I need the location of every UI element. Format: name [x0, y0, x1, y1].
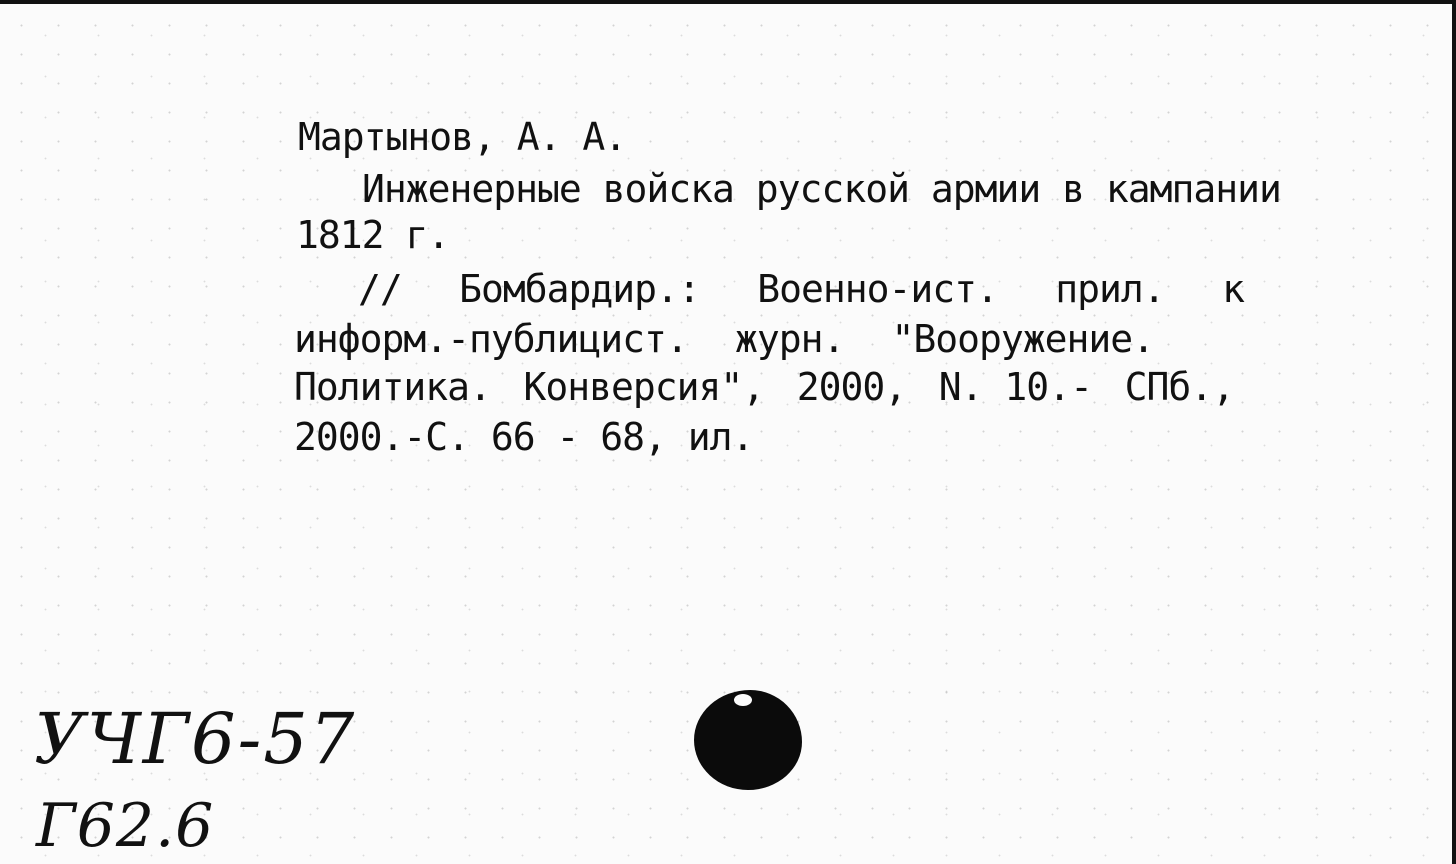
- author-name: Мартынов, А. А.: [298, 115, 627, 159]
- source-line-4: 2000.-С. 66 - 68, ил.: [294, 415, 754, 459]
- source-word: 2000,: [796, 365, 907, 409]
- title-line-1: Инженерные войска русской армии в кампании: [362, 167, 1281, 211]
- handwritten-shelf-code: УЧГ6-57: [34, 698, 357, 780]
- source-word: информ.-публицист.: [294, 317, 688, 361]
- source-word: Политика.: [294, 365, 491, 409]
- handwritten-class-code: Г62.6: [36, 791, 215, 861]
- title-line-2: 1812 г.: [296, 213, 450, 257]
- source-word: "Вооружение.: [891, 317, 1154, 361]
- source-word: СПб.,: [1124, 365, 1234, 409]
- source-word: прил.: [1055, 267, 1165, 311]
- source-word: N. 10.-: [938, 365, 1092, 409]
- punch-hole: [694, 690, 802, 790]
- source-line-2: [294, 317, 1154, 361]
- source-word: к: [1222, 267, 1244, 311]
- source-word: //: [358, 267, 402, 311]
- source-line-3: [294, 365, 1234, 409]
- source-line-1: [358, 267, 1244, 311]
- source-word: Военно-ист.: [757, 267, 998, 311]
- source-word: Бомбардир.:: [459, 267, 700, 311]
- source-word: Конверсия",: [523, 365, 765, 409]
- source-word: журн.: [734, 317, 845, 361]
